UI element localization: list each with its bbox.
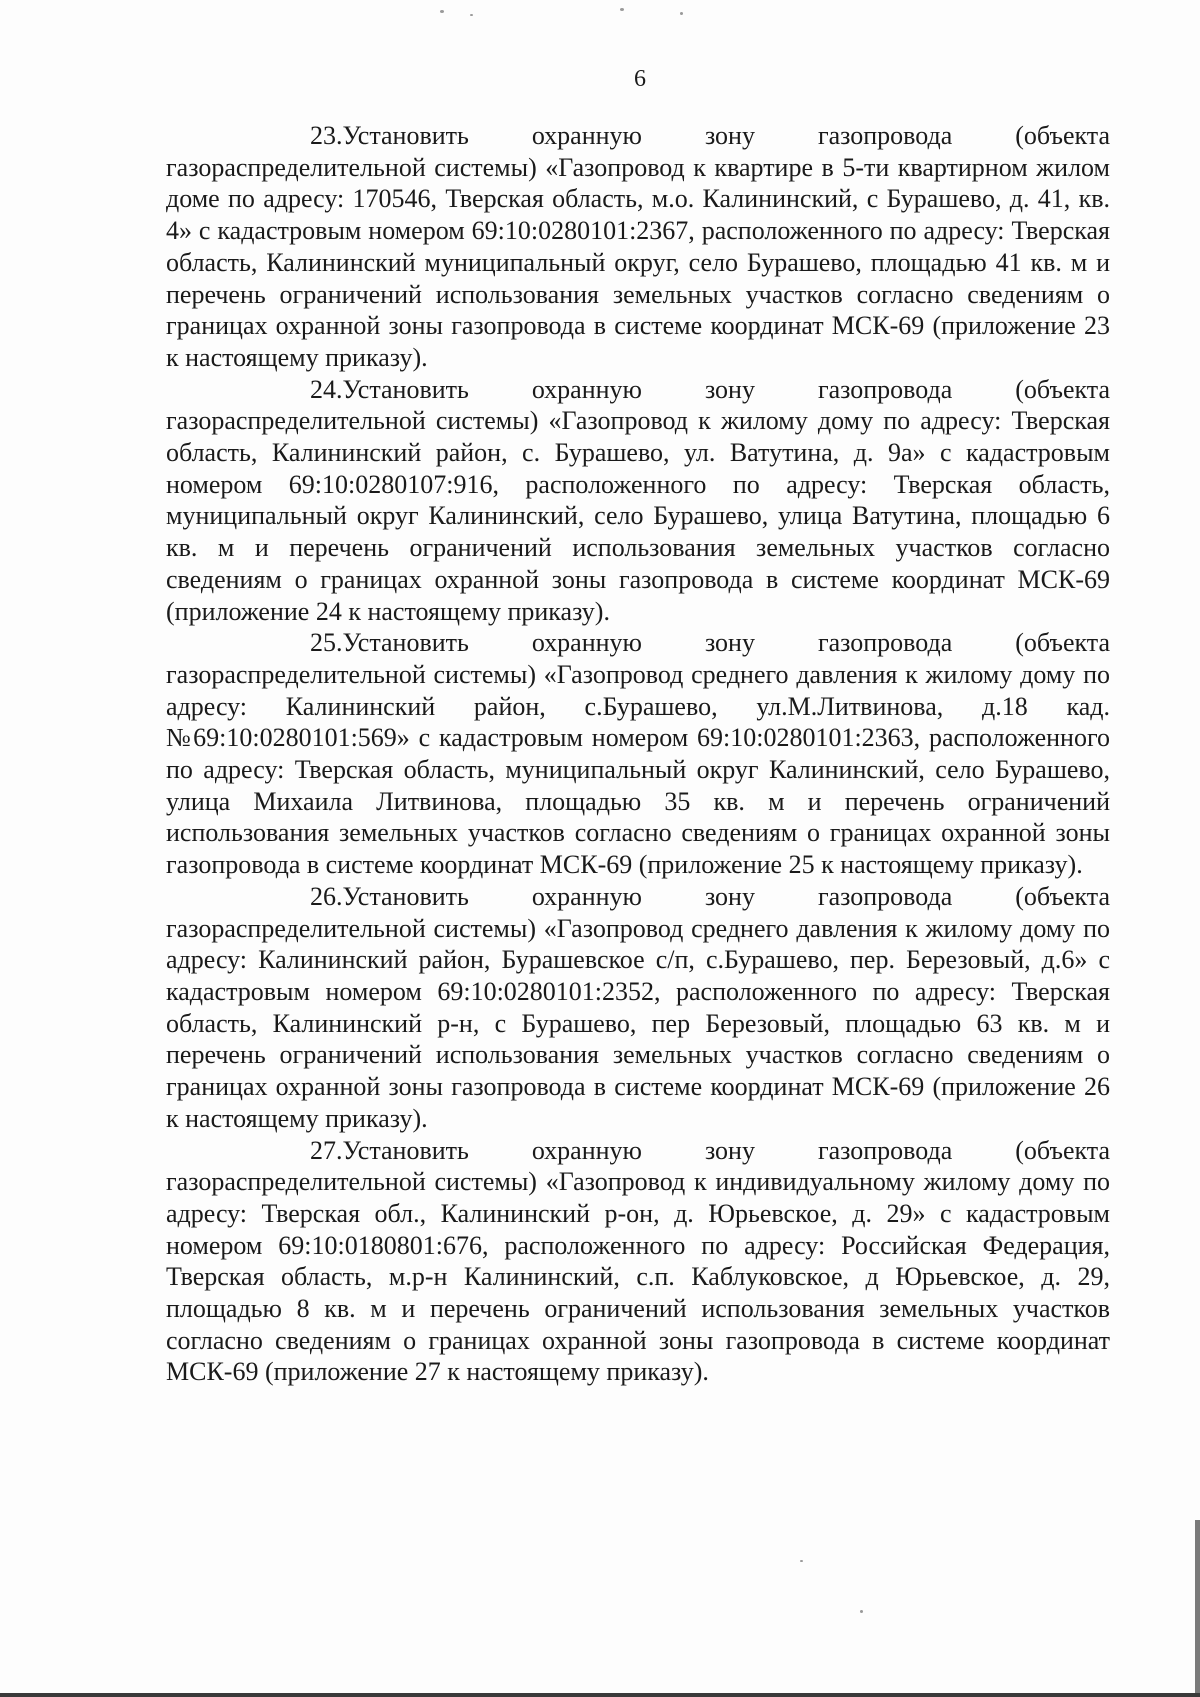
clause-25	[166, 627, 1110, 881]
clause-number: 27.	[310, 1135, 343, 1165]
scan-speck	[620, 8, 624, 11]
scan-speck	[470, 14, 473, 16]
clause-text: Установить охранную зону газопровода (объекта газораспределительной системы) «Газопровод к индивидуальному жилому дому по адресу: Тверская обл., Калининский р-он, д. Юрьевское, д. 29» с кадастровым номером 69:10:0180801:676, расположенного по адресу: Российская Федерация, Тверская область, м.р-н Калининский, с.п. Каблуковское, д Юрьевское, д. 29, площадью 8 кв. м и перечень ограничений использования земельных участков согласно сведениям о границах охранной зоны газопровода в системе координат МСК-69 (приложение 27 к настоящему приказу).	[166, 1135, 1110, 1387]
page-number: 6	[634, 66, 646, 92]
clause-27	[166, 1135, 1110, 1389]
clause-text: Установить охранную зону газопровода (объекта газораспределительной системы) «Газопровод к квартире в 5-ти квартирном жилом доме по адресу: 170546, Тверская область, м.о. Калининский, с Бурашево, д. 41, кв. 4» с кадастровым номером 69:10:0280101:2367, расположенного по адресу: Тверская область, Калининский муниципальный округ, село Бурашево, площадью 41 кв. м и перечень ограничений использования земельных участков согласно сведениям о границах охранной зоны газопровода в системе координат МСК-69 (приложение 23 к настоящему приказу).	[166, 121, 1110, 372]
clause-number: 26.	[310, 881, 343, 911]
scan-speck	[800, 1560, 803, 1562]
clause-text: Установить охранную зону газопровода (объекта газораспределительной системы) «Газопровод среднего давления к жилому дому по адресу: Калининский район, с.Бурашево, ул.М.Литвинова, д.18 кад.№69:10:0280101:569» с кадастровым номером 69:10:0280101:2363, расположенного по адресу: Тверская область, муниципальный округ Калининский, село Бурашево, улица Михаила Литвинова, площадью 35 кв. м и перечень ограничений использования земельных участков согласно сведениям о границах охранной зоны газопровода в системе координат МСК-69 (приложение 25 к настоящему приказу).	[166, 628, 1110, 880]
clause-number: 23.	[310, 121, 343, 150]
clause-text: Установить охранную зону газопровода (объекта газораспределительной системы) «Газопровод среднего давления к жилому дому по адресу: Калининский район, Бурашевское с/п, с.Бурашево, пер. Березовый, д.6» с кадастровым номером 69:10:0280101:2352, расположенного по адресу: Тверская область, Калининский р-н, с Бурашево, пер Березовый, площадью 63 кв. м и перечень ограничений использования земельных участков согласно сведениям о границах охранной зоны газопровода в системе координат МСК-69 (приложение 26 к настоящему приказу).	[166, 881, 1110, 1133]
clause-number: 25.	[310, 628, 343, 658]
scan-edge-bottom	[0, 1693, 1200, 1697]
clause-24	[166, 374, 1110, 628]
clause-number: 24.	[310, 374, 343, 404]
scan-speck	[440, 10, 444, 13]
document-body	[166, 120, 1110, 1388]
clause-text: Установить охранную зону газопровода (объекта газораспределительной системы) «Газопровод к жилому дому по адресу: Тверская область, Калининский район, с. Бурашево, ул. Ватутина, д. 9а» с кадастровым номером 69:10:0280107:916, расположенного по адресу: Тверская область, муниципальный округ Калининский, село Бурашево, улица Ватутина, площадью 6 кв. м и перечень ограничений использования земельных участков согласно сведениям о границах охранной зоны газопровода в системе координат МСК-69 (приложение 24 к настоящему приказу).	[166, 374, 1110, 626]
scan-speck	[680, 12, 683, 15]
clause-23	[166, 120, 1110, 374]
scan-edge-right	[1195, 1520, 1200, 1695]
clause-26	[166, 881, 1110, 1135]
scan-speck	[860, 1610, 863, 1613]
